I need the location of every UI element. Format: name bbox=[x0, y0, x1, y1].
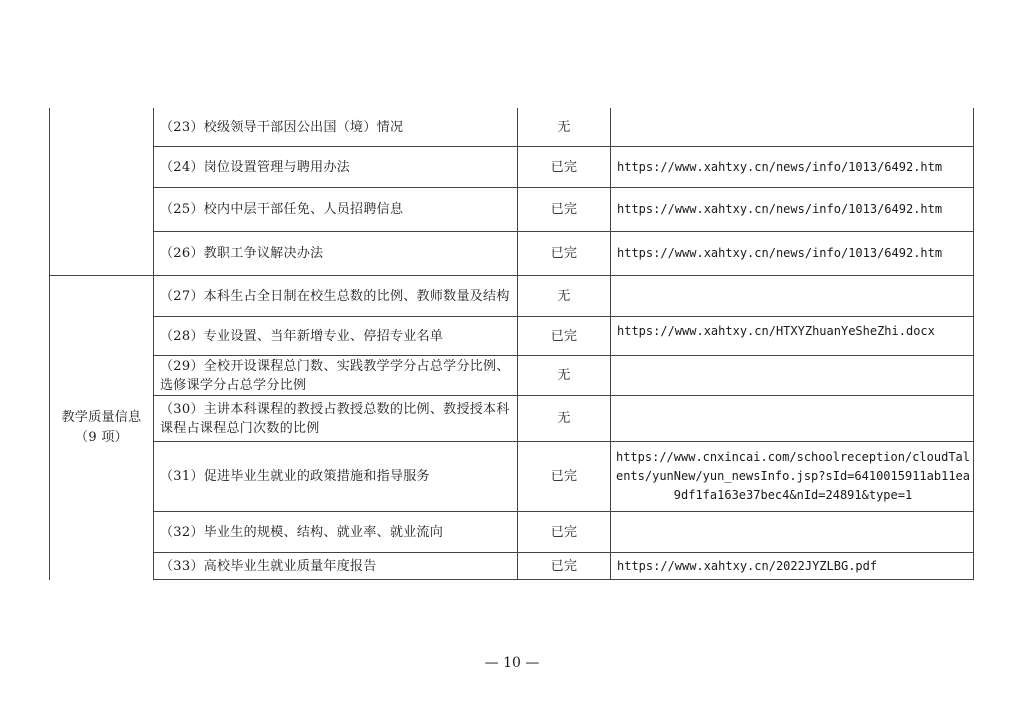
status-cell: 已完 bbox=[550, 469, 578, 484]
status-cell: 已完 bbox=[550, 524, 578, 540]
item-cell: （30）主讲本科课程的教授占教授总数的比例、教授授本科课程占课程总门次数的比例 bbox=[160, 401, 510, 436]
item-cell: （33）高校毕业生就业质量年度报告 bbox=[160, 558, 377, 574]
item-cell: （27）本科生占全日制在校生总数的比例、教师数量及结构 bbox=[160, 288, 510, 304]
table-border-right bbox=[973, 108, 974, 580]
link-cell[interactable] bbox=[611, 396, 973, 441]
item-cell: （24）岗位设置管理与聘用办法 bbox=[160, 159, 351, 175]
page-number: — 10 — bbox=[484, 655, 540, 671]
link-cell[interactable]: https://www.cnxincai.com/schoolreception/cloudTalents/yunNew/yun_newsInfo.jsp?sId=6410015911ab11ea9df1fa163e37bec4&nId=24891&type=1 bbox=[615, 450, 970, 502]
item-cell: （32）毕业生的规模、结构、就业率、就业流向 bbox=[160, 524, 444, 540]
status-cell: 无 bbox=[557, 368, 571, 383]
link-cell[interactable]: https://www.xahtxy.cn/HTXYZhuanYeSheZhi.docx bbox=[617, 323, 935, 338]
status-cell: 已完 bbox=[550, 246, 578, 261]
status-cell: 已完 bbox=[550, 328, 578, 344]
item-cell: （26）教职工争议解决办法 bbox=[160, 246, 324, 261]
item-cell: （23）校级领导干部因公出国（境）情况 bbox=[160, 120, 404, 135]
category-count: （9 项） bbox=[75, 429, 128, 445]
link-cell[interactable] bbox=[611, 109, 973, 146]
link-cell[interactable]: https://www.xahtxy.cn/news/info/1013/6492.htm bbox=[617, 159, 943, 174]
item-cell: （29）全校开设课程总门数、实践教学学分占总学分比例、选修课学分占总学分比例 bbox=[160, 358, 510, 393]
item-cell: （25）校内中层干部任免、人员招聘信息 bbox=[160, 202, 404, 217]
status-cell: 无 bbox=[557, 411, 571, 426]
status-cell: 无 bbox=[557, 288, 571, 304]
link-cell[interactable]: https://www.xahtxy.cn/2022JYZLBG.pdf bbox=[617, 558, 878, 573]
status-cell: 已完 bbox=[550, 558, 578, 574]
category-cell bbox=[50, 276, 153, 579]
status-cell: 已完 bbox=[550, 159, 578, 175]
link-cell[interactable]: https://www.xahtxy.cn/news/info/1013/6492.htm bbox=[617, 202, 943, 216]
link-cell[interactable] bbox=[611, 356, 973, 395]
item-cell: （28）专业设置、当年新增专业、停招专业名单 bbox=[160, 328, 444, 344]
table-border-bottom bbox=[153, 579, 974, 580]
status-cell: 无 bbox=[557, 120, 571, 135]
link-cell[interactable]: https://www.xahtxy.cn/news/info/1013/6492.htm bbox=[617, 246, 943, 260]
item-cell: （31）促进毕业生就业的政策措施和指导服务 bbox=[160, 469, 430, 484]
category-name: 教学质量信息 bbox=[61, 409, 142, 425]
link-cell[interactable] bbox=[611, 276, 973, 316]
status-cell: 已完 bbox=[550, 202, 578, 217]
link-cell[interactable] bbox=[611, 512, 973, 552]
